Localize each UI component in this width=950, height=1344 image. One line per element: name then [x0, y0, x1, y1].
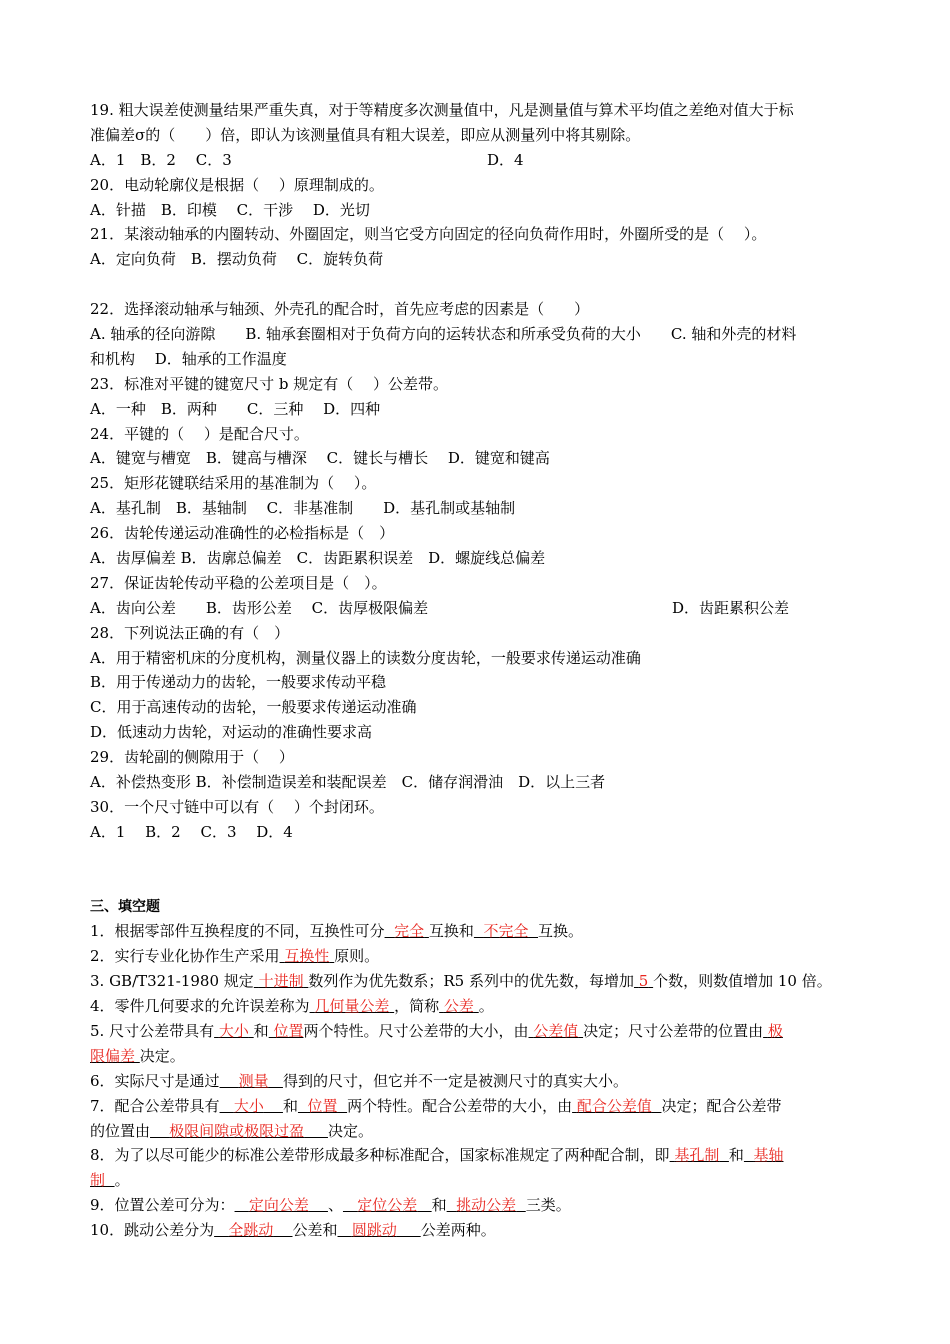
fill-5-mid: 两个特性。尺寸公差带的大小，由 [303, 1021, 529, 1040]
question-28: 28．下列说法正确的有（ ） [90, 623, 290, 642]
fill-8-and: 和 [728, 1146, 744, 1165]
fill-4-text: 4．零件几何要求的允许误差称为 [90, 997, 310, 1016]
fill-1-mid: 互换和 [428, 922, 474, 941]
question-19-option-d: D．4 [487, 150, 524, 169]
question-23-options: A．一种 B．两种 C．三种 D．四种 [90, 399, 381, 418]
fill-9-and: 和 [431, 1196, 447, 1215]
question-19-options-abc: A．1 B．2 C．3 [90, 150, 232, 169]
fill-4-answer-1: 几何量公差 [314, 997, 390, 1016]
question-22-options-line1: A. 轴承的径向游隙 B. 轴承套圈相对于负荷方向的运转状态和所承受负荷的大小 C. 轴和外壳的材料 [90, 325, 797, 344]
fill-7-answer-1: 大小 [233, 1096, 264, 1115]
question-19-options [90, 148, 870, 173]
fill-7-line1 [90, 1094, 870, 1119]
question-26-options: A．齿厚偏差 B．齿廓总偏差 C．齿距累积误差 D．螺旋线总偏差 [90, 549, 546, 568]
fill-7-mid: 两个特性。配合公差带的大小，由 [347, 1096, 573, 1115]
question-24: 24．平键的（ ）是配合尺寸。 [90, 424, 309, 443]
fill-6-text: 6．实际尺寸是通过 [90, 1071, 220, 1090]
question-20-options: A．针描 B．印模 C．干涉 D．光切 [90, 200, 370, 219]
document-page [90, 98, 870, 1243]
question-27: 27．保证齿轮传动平稳的公差项目是（ ）。 [90, 573, 387, 592]
fill-7-answer-3: 配合公差值 [576, 1096, 652, 1115]
fill-1-answer-2: 不完全 [483, 922, 529, 941]
fill-9 [90, 1193, 870, 1218]
fill-7-answer-2: 位置 [307, 1096, 338, 1115]
question-24-options: A．键宽与槽宽 B．键高与槽深 C．键长与槽长 D．键宽和键高 [90, 449, 550, 468]
question-28-option-b: B．用于传递动力的齿轮，一般要求传动平稳 [90, 673, 387, 692]
question-27-options-abc: A．齿向公差 B．齿形公差 C．齿厚极限偏差 [90, 598, 429, 617]
fill-2 [90, 944, 870, 969]
fill-3-text: 3. GB/T321-1980 规定 [90, 972, 254, 991]
question-21-options: A．定向负荷 B．摆动负荷 C．旋转负荷 [90, 250, 384, 269]
fill-7-text: 7．配合公差带具有 [90, 1096, 220, 1115]
fill-1-end: 互换。 [538, 922, 584, 941]
fill-5-answer-1: 大小 [218, 1021, 249, 1040]
fill-7-mid2: 决定；配合公差带 [661, 1096, 782, 1115]
fill-8-line2 [90, 1168, 870, 1193]
fill-8-answer-2b: 制 [90, 1171, 106, 1190]
question-28-option-c: C．用于高速传动的齿轮，一般要求传递运动准确 [90, 698, 417, 717]
fill-5-mid2: 决定；尺寸公差带的位置由 [583, 1021, 764, 1040]
question-30-options: A．1 B．2 C．3 D．4 [90, 822, 293, 841]
fill-1-text: 1．根据零部件互换程度的不同，互换性可分 [90, 922, 385, 941]
question-23: 23．标准对平键的键宽尺寸 b 规定有（ ）公差带。 [90, 374, 448, 393]
fill-5-end: 决定。 [139, 1046, 185, 1065]
fill-10 [90, 1218, 870, 1243]
question-27-options [90, 596, 870, 621]
fill-5-answer-4b: 限偏差 [90, 1046, 136, 1065]
fill-9-answer-1: 定向公差 [248, 1196, 309, 1215]
fill-10-text: 10．跳动公差分为 [90, 1221, 215, 1240]
question-25-options: A．基孔制 B．基轴制 C．非基准制 D．基孔制或基轴制 [90, 499, 516, 518]
fill-8-end: 。 [114, 1171, 130, 1190]
fill-5-line1 [90, 1019, 870, 1044]
fill-7-and: 和 [282, 1096, 298, 1115]
question-19-line1: 19. 粗大误差使测量结果严重失真，对于等精度多次测量值中，凡是测量值与算术平均值之差绝对值大于标 [90, 101, 794, 119]
fill-3-answer-1: 十进制 [258, 972, 304, 991]
fill-5-answer-4a: 极 [767, 1021, 783, 1040]
question-21: 21．某滚动轴承的内圈转动、外圈固定，则当它受方向固定的径向负荷作用时，外圈所受的是（ ）。 [90, 225, 767, 244]
question-30: 30．一个尺寸链中可以有（ ）个封闭环。 [90, 797, 384, 816]
fill-9-answer-2: 定位公差 [357, 1196, 418, 1215]
fill-7-answer-4: 极限间隙或极限过盈 [169, 1121, 305, 1140]
fill-9-end: 三类。 [525, 1196, 571, 1215]
fill-5-answer-2: 位置 [273, 1021, 304, 1040]
section-heading-fill-in: 三、填空题 [90, 898, 160, 915]
fill-5-answer-3: 公差值 [533, 1021, 579, 1040]
fill-7-line2 [90, 1119, 870, 1144]
fill-7-end: 决定。 [327, 1121, 373, 1140]
fill-10-end: 公差两种。 [420, 1221, 496, 1240]
fill-5-and: 和 [253, 1021, 269, 1040]
fill-3-answer-2: 5 [638, 972, 649, 991]
question-29: 29．齿轮副的侧隙用于（ ） [90, 748, 294, 767]
fill-9-answer-3: 挑动公差 [456, 1196, 517, 1215]
fill-7-line2-text: 的位置由 [90, 1121, 151, 1140]
fill-2-end: 原则。 [334, 947, 380, 966]
fill-6-answer-1: 测量 [238, 1071, 269, 1090]
fill-4-end: 。 [478, 997, 494, 1016]
fill-5-text: 5. 尺寸公差带具有 [90, 1021, 215, 1040]
fill-4 [90, 994, 870, 1019]
fill-9-text: 9．位置公差可分为： [90, 1196, 235, 1215]
fill-8-answer-2a: 基轴 [753, 1146, 784, 1165]
fill-10-answer-2: 圆跳动 [351, 1221, 397, 1240]
fill-3-end: 个数，则数值增加 10 倍。 [653, 972, 832, 991]
fill-2-answer-1: 互换性 [284, 947, 330, 966]
fill-8-answer-1: 基孔制 [674, 1146, 720, 1165]
fill-5-line2 [90, 1044, 870, 1069]
question-26: 26．齿轮传递运动准确性的必检指标是（ ） [90, 524, 395, 543]
fill-4-mid: ，简称 [394, 997, 440, 1016]
question-22: 22．选择滚动轴承与轴颈、外壳孔的配合时，首先应考虑的因素是（ ） [90, 300, 590, 319]
fill-6 [90, 1069, 870, 1094]
question-28-option-a: A．用于精密机床的分度机构，测量仪器上的读数分度齿轮，一般要求传递运动准确 [90, 648, 641, 667]
fill-10-mid: 公差和 [292, 1221, 338, 1240]
question-22-options-line2: 和机构 D．轴承的工作温度 [90, 349, 287, 368]
question-28-option-d: D．低速动力齿轮，对运动的准确性要求高 [90, 723, 373, 742]
fill-6-end: 得到的尺寸，但它并不一定是被测尺寸的真实大小。 [282, 1071, 628, 1090]
fill-1 [90, 919, 870, 944]
fill-8-text: 8．为了以尽可能少的标准公差带形成最多种标准配合，国家标准规定了两种配合制，即 [90, 1146, 670, 1165]
fill-4-answer-2: 公差 [443, 997, 474, 1016]
question-29-options: A．补偿热变形 B．补偿制造误差和装配误差 C．储存润滑油 D．以上三者 [90, 773, 606, 792]
fill-9-sep: 、 [327, 1196, 343, 1215]
fill-3-mid: 数列作为优先数系；R5 系列中的优先数，每增加 [308, 972, 634, 991]
fill-2-text: 2．实行专业化协作生产采用 [90, 947, 280, 966]
fill-1-answer-1: 完全 [394, 922, 425, 941]
question-25: 25．矩形花键联结采用的基准制为（ ）。 [90, 474, 377, 493]
question-20: 20．电动轮廓仪是根据（ ）原理制成的。 [90, 175, 384, 194]
fill-10-answer-1: 全跳动 [228, 1221, 274, 1240]
question-27-option-d: D．齿距累积公差 [672, 598, 790, 617]
fill-8-line1 [90, 1143, 870, 1168]
question-19-line2: 准偏差σ的（ ）倍，即认为该测量值具有粗大误差，即应从测量列中将其剔除。 [90, 125, 641, 144]
fill-3 [90, 969, 870, 994]
